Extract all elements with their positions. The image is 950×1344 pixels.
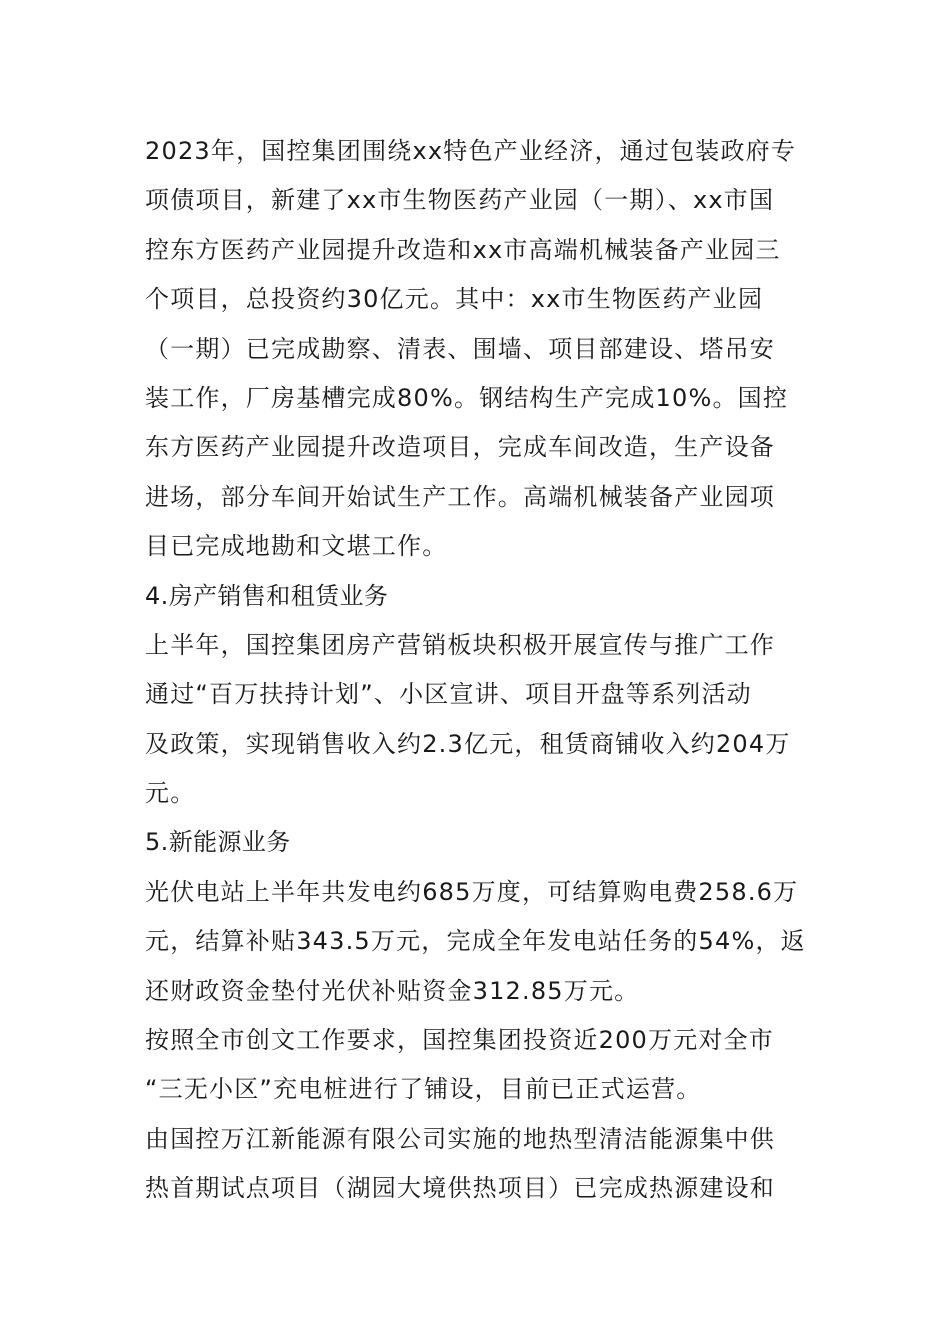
text-line: （一期）已完成勘察、清表、围墙、项目部建设、塔吊安 <box>145 334 775 363</box>
text-line: 及政策，实现销售收入约2.3亿元，租赁商铺收入约204万 <box>145 729 791 758</box>
text-line: 控东方医药产业园提升改造和xx市高端机械装备产业园三 <box>145 235 781 264</box>
text-line: 按照全市创文工作要求，国控集团投资近200万元对全市 <box>145 1026 775 1055</box>
section-heading-new-energy: 5.新能源业务 <box>145 828 291 857</box>
section-heading-real-estate: 4.房产销售和租赁业务 <box>145 581 389 610</box>
document-body <box>145 127 810 1214</box>
text-line: 元。 <box>145 779 196 808</box>
text-line: 还财政资金垫付光伏补贴资金312.85万元。 <box>145 976 640 1005</box>
text-line: 项债项目，新建了xx市生物医药产业园（一期）、xx市国 <box>145 186 775 215</box>
text-line: 2023年，国控集团围绕xx特色产业经济，通过包装政府专 <box>145 137 797 165</box>
paragraph-geothermal <box>145 1115 810 1214</box>
text-line: 光伏电站上半年共发电约685万度，可结算购电费258.6万 <box>145 877 799 906</box>
paragraph-solar <box>145 868 810 1016</box>
text-line: “三无小区”充电桩进行了铺设，目前已正式运营。 <box>145 1075 702 1104</box>
text-line: 通过“百万扶持计划”、小区宣讲、项目开盘等系列活动 <box>145 680 752 709</box>
text-line: 个项目，总投资约30亿元。其中：xx市生物医药产业园 <box>145 285 764 314</box>
text-line: 装工作，厂房基槽完成80%。钢结构生产完成10%。国控 <box>145 383 789 412</box>
paragraph-real-estate <box>145 621 810 819</box>
text-line: 目已完成地勘和文堪工作。 <box>145 532 448 561</box>
text-line: 进场，部分车间开始试生产工作。高端机械装备产业园项 <box>145 482 775 511</box>
text-line: 由国控万江新能源有限公司实施的地热型清洁能源集中供 <box>145 1124 775 1153</box>
text-line: 上半年，国控集团房产营销板块积极开展宣传与推广工作 <box>145 630 775 659</box>
paragraph-charging-piles <box>145 1016 810 1115</box>
text-line: 元，结算补贴343.5万元，完成全年发电站任务的54%，返 <box>145 927 806 956</box>
text-line: 热首期试点项目（湖园大境供热项目）已完成热源建设和 <box>145 1174 775 1203</box>
paragraph-industrial-parks <box>145 127 810 572</box>
text-line: 东方医药产业园提升改造项目，完成车间改造，生产设备 <box>145 433 775 462</box>
